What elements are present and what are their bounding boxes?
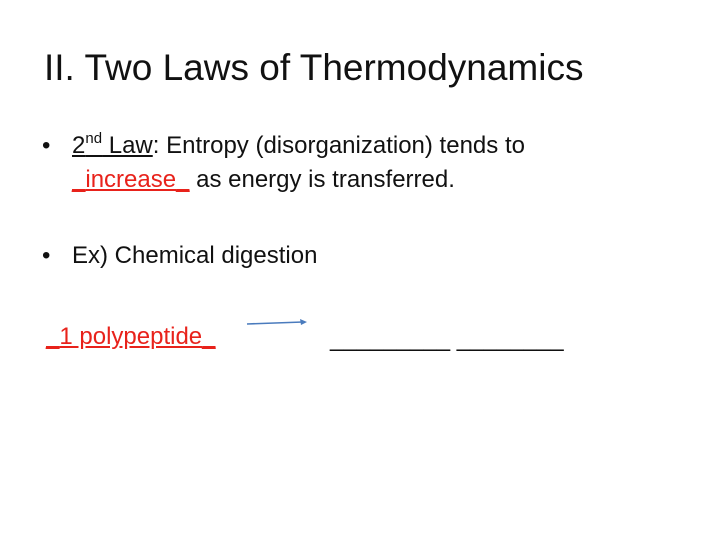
reaction-arrow-icon <box>245 316 309 328</box>
blank-trail: _ <box>202 323 216 350</box>
law-statement: Entropy (disorganization) tends to <box>159 132 525 159</box>
bullet-second-law-continuation <box>72 163 455 197</box>
reactant-blank <box>46 320 216 354</box>
bullet-marker: • <box>42 132 51 159</box>
blank-trail: _ <box>176 166 190 193</box>
law-word: Law <box>102 132 153 159</box>
law-statement-end: as energy is transferred. <box>189 166 455 193</box>
answer-word: increase <box>85 166 177 193</box>
reactant-text: 1 polypeptide <box>59 323 203 350</box>
law-number: 2 <box>72 132 86 159</box>
law-ordinal-suffix: nd <box>85 130 103 147</box>
blank-lead: _ <box>72 166 86 193</box>
bullet-second-law <box>42 129 525 163</box>
answer-blank-increase <box>72 166 189 193</box>
slide-title: II. Two Laws of Thermodynamics <box>44 47 584 88</box>
blank-lead: _ <box>46 323 60 350</box>
reactant-answer <box>46 323 216 350</box>
example-text: Ex) Chemical digestion <box>72 242 318 269</box>
bullet-marker: • <box>42 242 51 269</box>
product-blanks: _________ ________ <box>330 325 564 352</box>
bullet-example <box>42 239 317 273</box>
law-label <box>72 132 153 159</box>
law-colon: : <box>152 132 160 159</box>
